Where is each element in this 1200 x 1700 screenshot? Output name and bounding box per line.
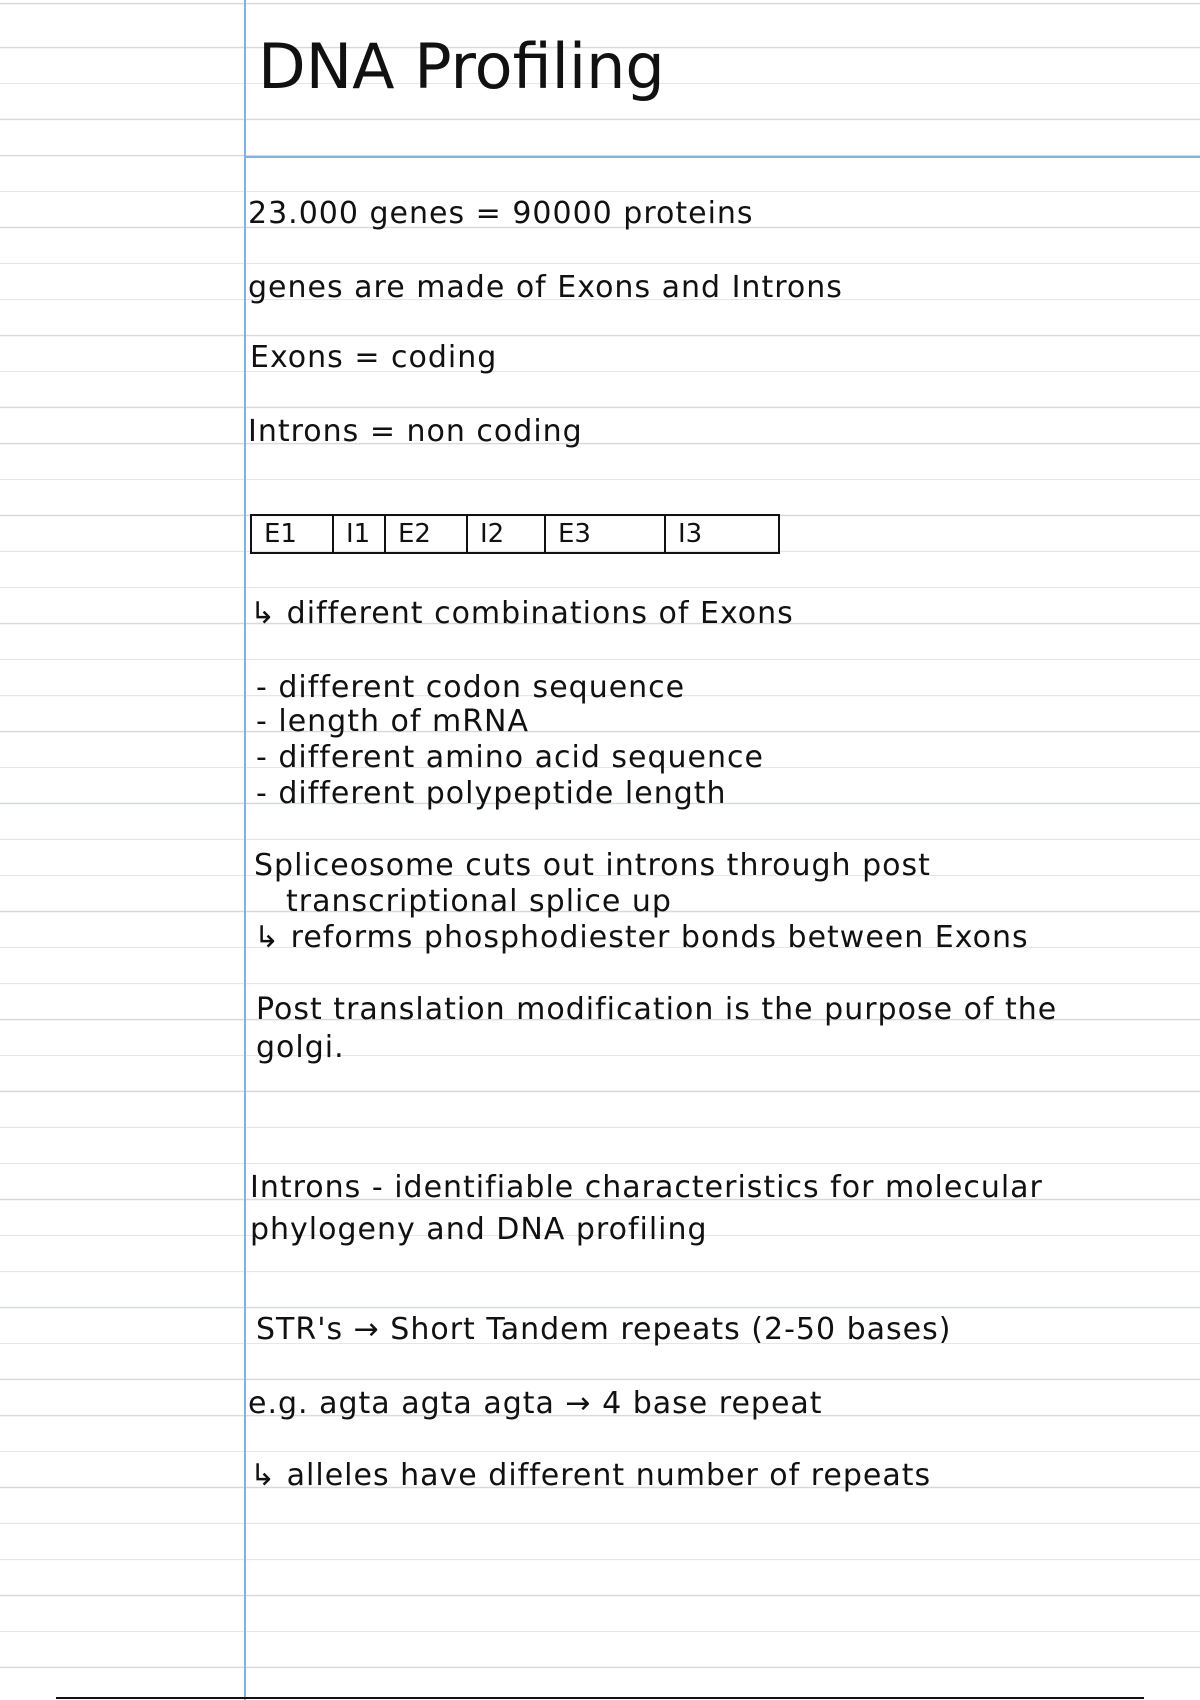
exon-intron-table	[250, 514, 780, 554]
note-line: - different amino acid sequence	[256, 740, 764, 775]
note-line: ↳ different combinations of Exons	[250, 596, 794, 631]
note-line: ↳ alleles have different number of repeats	[250, 1458, 932, 1493]
note-line: transcriptional splice up	[286, 884, 672, 919]
note-line: Spliceosome cuts out introns through post	[254, 848, 931, 883]
note-line: - different codon sequence	[256, 670, 686, 705]
note-line: Exons = coding	[250, 340, 498, 375]
note-line: Post translation modification is the purpose of the	[256, 992, 1058, 1027]
note-line: STR's → Short Tandem repeats (2-50 bases)	[256, 1312, 952, 1347]
note-line: - different polypeptide length	[256, 776, 727, 811]
bottom-rule	[56, 1697, 1144, 1699]
table-cell: I3	[678, 519, 703, 549]
note-line: e.g. agta agta agta → 4 base repeat	[248, 1386, 823, 1421]
note-line: ↳ reforms phosphodiester bonds between Exons	[254, 920, 1029, 955]
page-title: DNA Profiling	[258, 30, 665, 103]
table-cell: E3	[546, 516, 666, 552]
note-line: genes are made of Exons and Introns	[248, 270, 843, 305]
header-rule	[244, 156, 1200, 158]
table-cell: I2	[468, 516, 546, 552]
table-cell: E2	[386, 516, 468, 552]
note-line: golgi.	[256, 1030, 345, 1065]
note-line: Introns = non coding	[248, 414, 583, 449]
note-line: - length of mRNA	[256, 704, 530, 739]
note-line: phylogeny and DNA profiling	[250, 1212, 708, 1247]
note-line: 23.000 genes = 90000 proteins	[248, 196, 754, 231]
table-cell: E1	[252, 516, 334, 552]
table-cell: I1	[334, 516, 386, 552]
note-line: Introns - identifiable characteristics for molecular	[250, 1170, 1043, 1205]
margin-line	[244, 0, 246, 1700]
